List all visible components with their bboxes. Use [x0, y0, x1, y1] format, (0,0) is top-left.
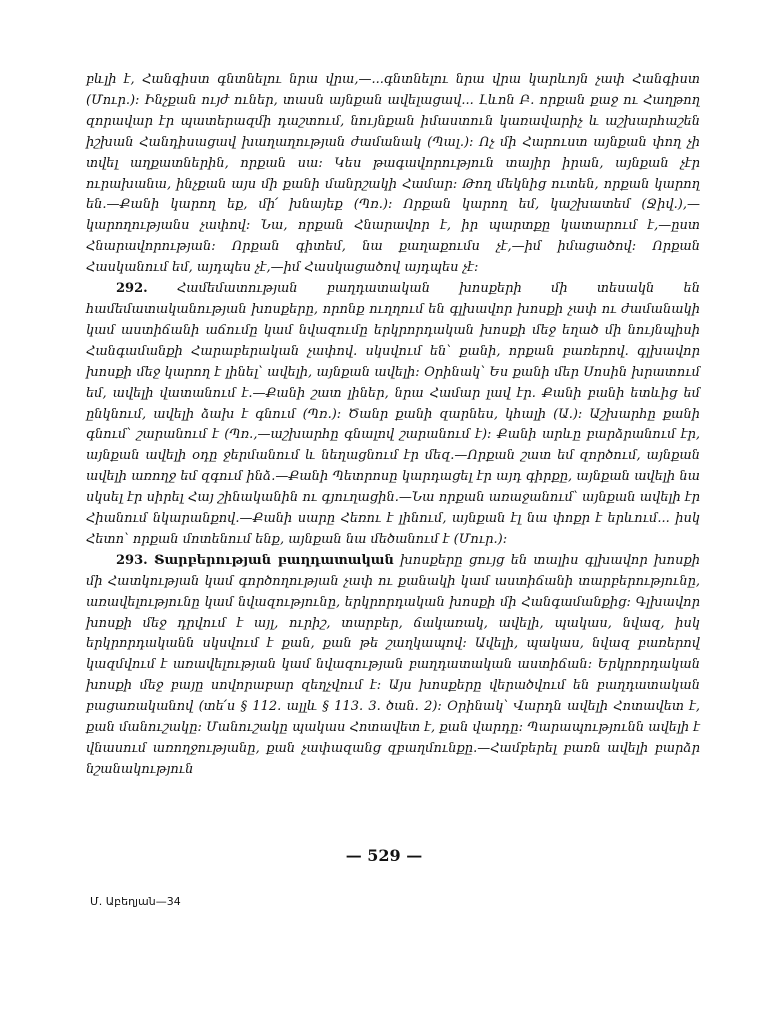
section-number: 293.	[116, 552, 148, 568]
paragraph-text: խոսքերը ցույց են տալիս գլխավոր խոսքի մի Հատկության կամ գործողության չափ ու քանակի կամ աստիճանի տարբերությունը, առավելությունը կամ նվազությունը, երկրորդական խոսքի մի Հանգամանքից։ Գլխավոր խոսքի մեջ դրվում է այլ, ուրիշ, տարբեր, ճակառակ, ավելի, պակաս, նվազ, իսկ երկրորդականն սկսվում է քան, քան թե շաղկապով։ Ավելի, պակաս, նվազ բառերով կազմվում է առավելության կամ նվազության բաղդատական աստիճան։ Երկրորդական խոսքի մեջ բայը սովորաբար զեղչվում է։ Այս խոսքերը վերածվում են բաղդատական բացառականով (տե՛ս § 112. ալլև § 113. 3. ծան. 2)։ Օրինակ՝ Վարդն ավելի Հոտավետ է, քան մանուշակը։ Մանուշակը պակաս Հոտավետ է, քան վարդը։ Պարապությունն ավելի է վնասում առողջությանը, քան չափազանց զբաղմունքը.—Համբերել բառն ավելի բարձր նշանակություն	[86, 552, 700, 777]
section-number: 292.	[116, 281, 148, 297]
paragraph-text: Համեմատության բաղդատական խոսքերի մի տեսակն են համեմատականության խոսքերը, որոնք ուղղում են գլխավոր խոսքի չափ ու ժամանակի կամ աստիճանի աճումը կամ նվազումը երկրորդական խոսքի մեջ եղած մի նույնպիսի Հանգամանքի Հարաբերական չափով. սկսվում են՝ քանի, որքան բառերով. գլխավոր խոսքի մեջ կարող է լինել՝ ավելի, այնքան ավելի։ Օրինակ՝ Ես քանի մեր Սոսին խրատում եմ, ավելի վատանում է.—Քանի շատ լիներ, նրա Համար լավ էր. Քանի բանի ետևից եմ ընկնում, ավելի ձախ է գնում (Պռ.)։ Ծանր քանի զարնես, կհալի (Ա.)։ Աշխարհը քանի գնում՝ շարանում է (Պռ.,—աշխարհը գնալով շարանում է)։ Քանի արևը բարձրանում էր, այնքան ավելի օդը ջերմանում և նեղացնում էր մեզ.—Որքան շատ եմ զործում, այնքան ավելի առողջ եմ զգում ինձ.—Քանի Պետրոսը կարդացել էր այդ գիրքը, այնքան ավելի նա սկսել էր սիրել Հայ շինականին ու գյուղացին.—Նա որքան առաջանում՝ այնքան ավելի էր Հիանում նկարանքով.—Քանի սարը Հեռու է լինում, այնքան էլ նա փոքր է երևում... իսկ Հետո՝ որքան մոտենում ենք, այնքան նա մեծանում է (Մուր.)։	[86, 281, 700, 547]
paragraph-continued	[86, 70, 700, 279]
paragraph-293	[86, 551, 700, 781]
body-text	[86, 70, 700, 781]
signature-mark: Մ. Աբեղյան—34	[90, 895, 181, 908]
page-number: — 529 —	[345, 846, 423, 865]
paragraph-292	[86, 279, 700, 551]
paragraph-text: բևլի է, Հանգիստ գնտնելու նրա վրա,—...գնտնելու նրա վրա կարևոյն չափ Հանգիստ (Մուր.)։ Ինչքան ույժ ուներ, տասն այնքան ավելացավ... Լևոն Բ. որքան քաջ ու Հաղթող զորավար էր պատերազմի դաշտում, նույնքան իմաստուն կառավարիչ և աշխարհաշեն իշխան Հանդիսացավ խաղաղության ժամանակ (Պալ.)։ Ոչ մի Հարուստ այնքան փող չի տվել աղքատներին, որքան սա։ Կես թագավորություն տայիր իրան, այնքան չէր ուրախանա, ինչքան այս մի քանի մանրշակի Համար։ Թող մեկնից ուտեն, որքան կարող են.—Քանի կարող եք, մի՛ խնայեք (Պռ.)։ Որքան կարող եմ, կաշխատեմ (Ջիվ.),—կարողությանս չափով։ Նա, որքան Հնարավոր է, իր պարտքը կատարում է,—ըստ Հնարավորության։ Որքան գիտեմ, նա քաղաքումս չէ,—իմ իմացածով։ Որքան Հասկանում եմ, այդպես չէ,—իմ Հասկացածով այդպես չէ։	[86, 72, 700, 276]
section-term: Տարբերության բաղդատական	[153, 552, 394, 568]
